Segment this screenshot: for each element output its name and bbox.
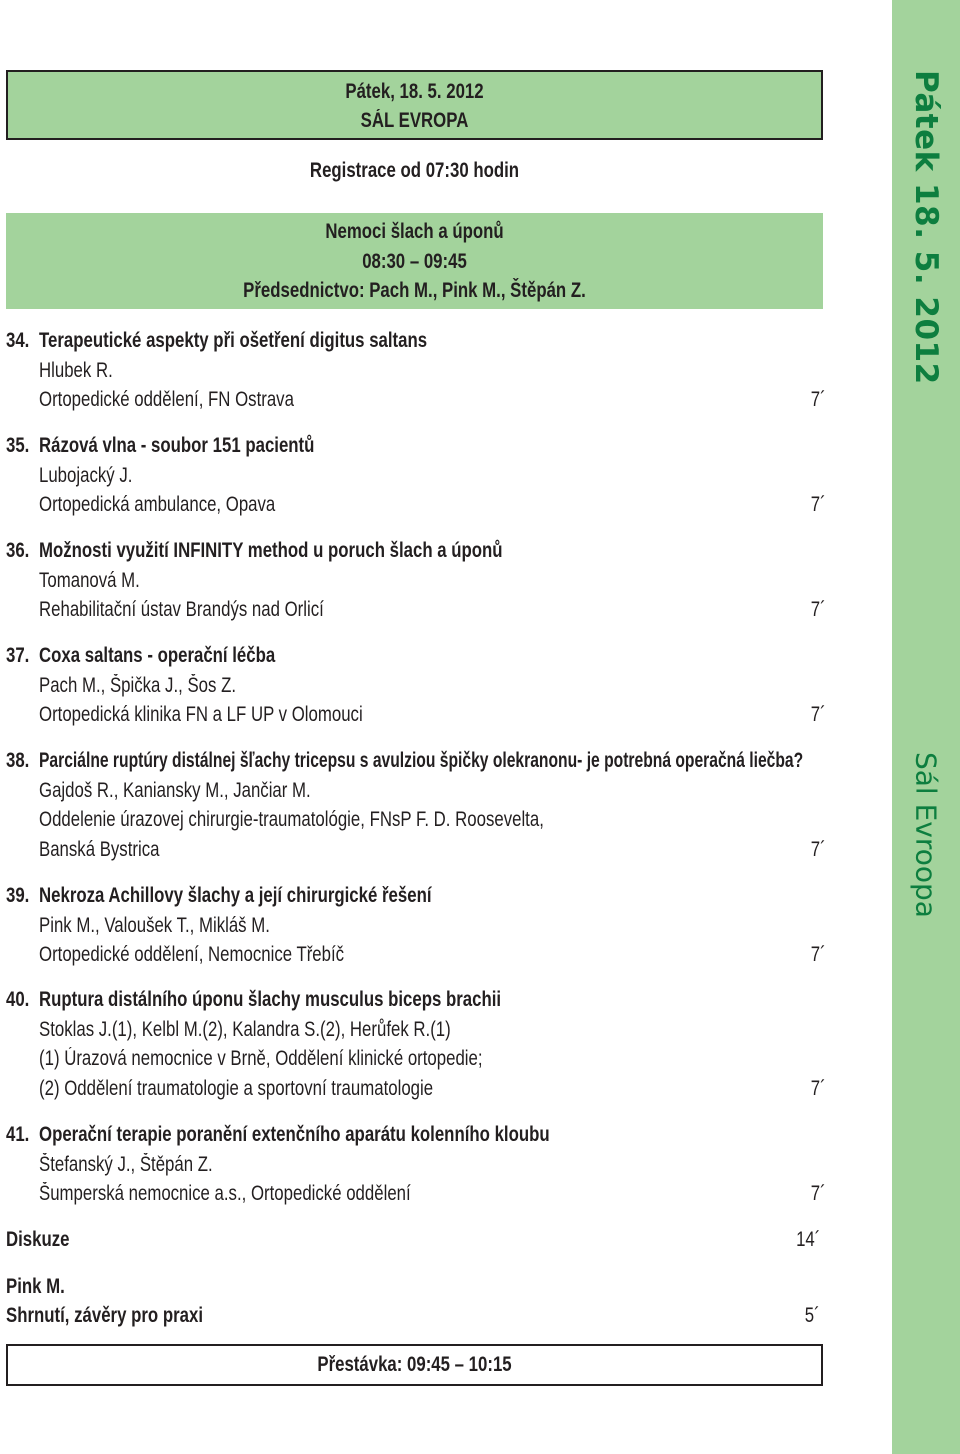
talk-number: 38.: [6, 749, 30, 772]
talk-number: 34.: [6, 329, 30, 352]
talk-duration: 7´: [811, 838, 826, 861]
talk-affiliation: Rehabilitační ústav Brandýs nad Orlicí: [39, 598, 324, 621]
talk-authors: Hlubek R.: [39, 359, 113, 382]
talk-authors: Pink M., Valoušek T., Mikláš M.: [39, 914, 270, 937]
summary-label: Shrnutí, závěry pro praxi: [6, 1304, 203, 1327]
talk-affiliation: (1) Úrazová nemocnice v Brně, Oddělení klinické ortopedie;: [39, 1047, 483, 1070]
talk-duration: 7´: [811, 943, 826, 966]
talk-authors: Pach M., Špička J., Šos Z.: [39, 674, 236, 697]
break-box: [6, 1344, 823, 1386]
talk-duration: 7´: [811, 1077, 826, 1100]
day-label: Pátek, 18. 5. 2012: [345, 80, 484, 103]
talk-number: 37.: [6, 644, 30, 667]
talk-duration: 7´: [811, 493, 826, 516]
talk-duration: 7´: [811, 598, 826, 621]
talk-affiliation: (2) Oddělení traumatologie a sportovní traumatologie: [39, 1077, 434, 1100]
talk-affiliation: Ortopedické oddělení, FN Ostrava: [39, 388, 294, 411]
sidebar-date: Pátek 18. 5. 2012: [908, 70, 944, 385]
discussion-label: Diskuze: [6, 1228, 70, 1251]
talk-affiliation: Oddelenie úrazovej chirurgie-traumatológie, FNsP F. D. Roosevelta,: [39, 808, 544, 831]
talk-title: Parciálne ruptúry distálnej šľachy tricepsu s avulziou špičky olekranonu- je potrebná operačná liečba?: [39, 749, 804, 772]
talk-authors: Gajdoš R., Kaniansky M., Jančiar M.: [39, 779, 311, 802]
summary-duration: 5´: [805, 1304, 820, 1327]
session-header-box: [6, 213, 823, 309]
day-header-box: [6, 70, 823, 140]
talk-authors: Tomanová M.: [39, 569, 140, 592]
talk-title: Možnosti využití INFINITY method u poruch šlach a úponů: [39, 539, 503, 562]
talk-title: Operační terapie poranění extenčního aparátu kolenního kloubu: [39, 1123, 550, 1146]
talk-affiliation: Šumperská nemocnice a.s., Ortopedické oddělení: [39, 1182, 411, 1205]
session-chairs: Předsednictvo: Pach M., Pink M., Štěpán Z.: [243, 279, 586, 302]
talk-duration: 7´: [811, 703, 826, 726]
session-title: Nemoci šlach a úponů: [325, 220, 504, 243]
hall-label: SÁL EVROPA: [360, 109, 469, 132]
summary-row: [6, 1304, 252, 1328]
talk-affiliation: Ortopedické oddělení, Nemocnice Třebíč: [39, 943, 345, 966]
talk-authors: Štefanský J., Štěpán Z.: [39, 1153, 213, 1176]
summary-speaker: Pink M.: [6, 1275, 65, 1298]
talk-authors: Lubojacký J.: [39, 464, 133, 487]
talk-title: Terapeutické aspekty při ošetření digitus saltans: [39, 329, 428, 352]
talk-title: Ruptura distálního úponu šlachy musculus biceps brachii: [39, 988, 502, 1011]
sidebar-hall: Sál Evroopa: [909, 752, 943, 918]
talk-duration: 7´: [811, 388, 826, 411]
discussion-row: [6, 1228, 85, 1252]
talk-duration: 7´: [811, 1182, 826, 1205]
break-label: Přestávka: 09:45 – 10:15: [317, 1353, 512, 1376]
talk-title: Nekroza Achillovy šlachy a její chirurgické řešení: [39, 884, 432, 907]
talk-number: 41.: [6, 1123, 30, 1146]
talk-number: 39.: [6, 884, 30, 907]
talk-number: 35.: [6, 434, 30, 457]
talk-title: Coxa saltans - operační léčba: [39, 644, 276, 667]
talk-authors: Stoklas J.(1), Kelbl M.(2), Kalandra S.(2), Herůfek R.(1): [39, 1018, 451, 1041]
talk-number: 40.: [6, 988, 30, 1011]
talk-affiliation: Ortopedická ambulance, Opava: [39, 493, 276, 516]
summary-speaker-row: [6, 1275, 80, 1299]
talk-title: Rázová vlna - soubor 151 pacientů: [39, 434, 315, 457]
talk-affiliation: Ortopedická klinika FN a LF UP v Olomouci: [39, 703, 363, 726]
registration-note: Registrace od 07:30 hodin: [309, 159, 520, 182]
session-time: 08:30 – 09:45: [362, 250, 467, 273]
talk-number: 36.: [6, 539, 30, 562]
discussion-duration: 14´: [795, 1228, 820, 1251]
talk-affiliation: Banská Bystrica: [39, 838, 160, 861]
